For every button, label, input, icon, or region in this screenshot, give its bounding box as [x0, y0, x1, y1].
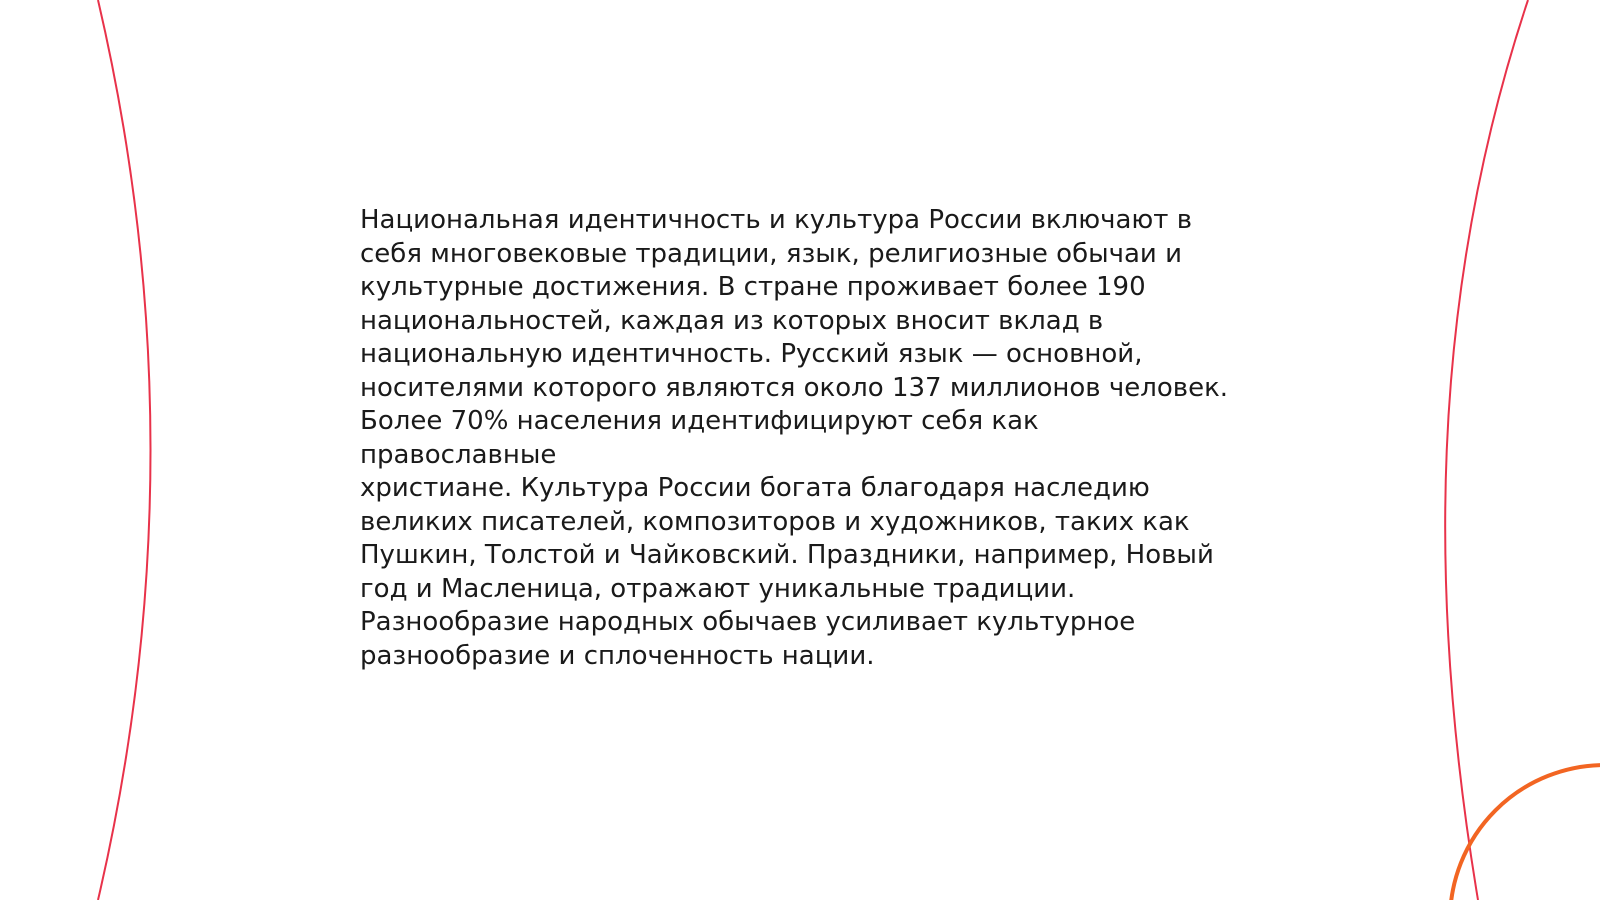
right-arc-line	[1445, 0, 1528, 900]
corner-circle	[1450, 765, 1600, 900]
body-text: Национальная идентичность и культура России включают в себя многовековые традиции, язык, религиозные обычаи и культурные достижения. В стране проживает более 190 национальностей, каждая из которых вносит вклад в национальную идентичность. Русский язык — основной, носителями которого являются около 137 миллионов человек. Более 70% населения идентифицируют себя как православные христиане. Культура России богата благодаря наследию великих писателей, композиторов и художников, таких как Пушкин, Толстой и Чайковский. Праздники, например, Новый год и Масленица, отражают уникальные традиции. Разнообразие народных обычаев усиливает культурное разнообразие и сплоченность нации.	[360, 205, 1229, 671]
left-arc-line	[98, 0, 151, 900]
